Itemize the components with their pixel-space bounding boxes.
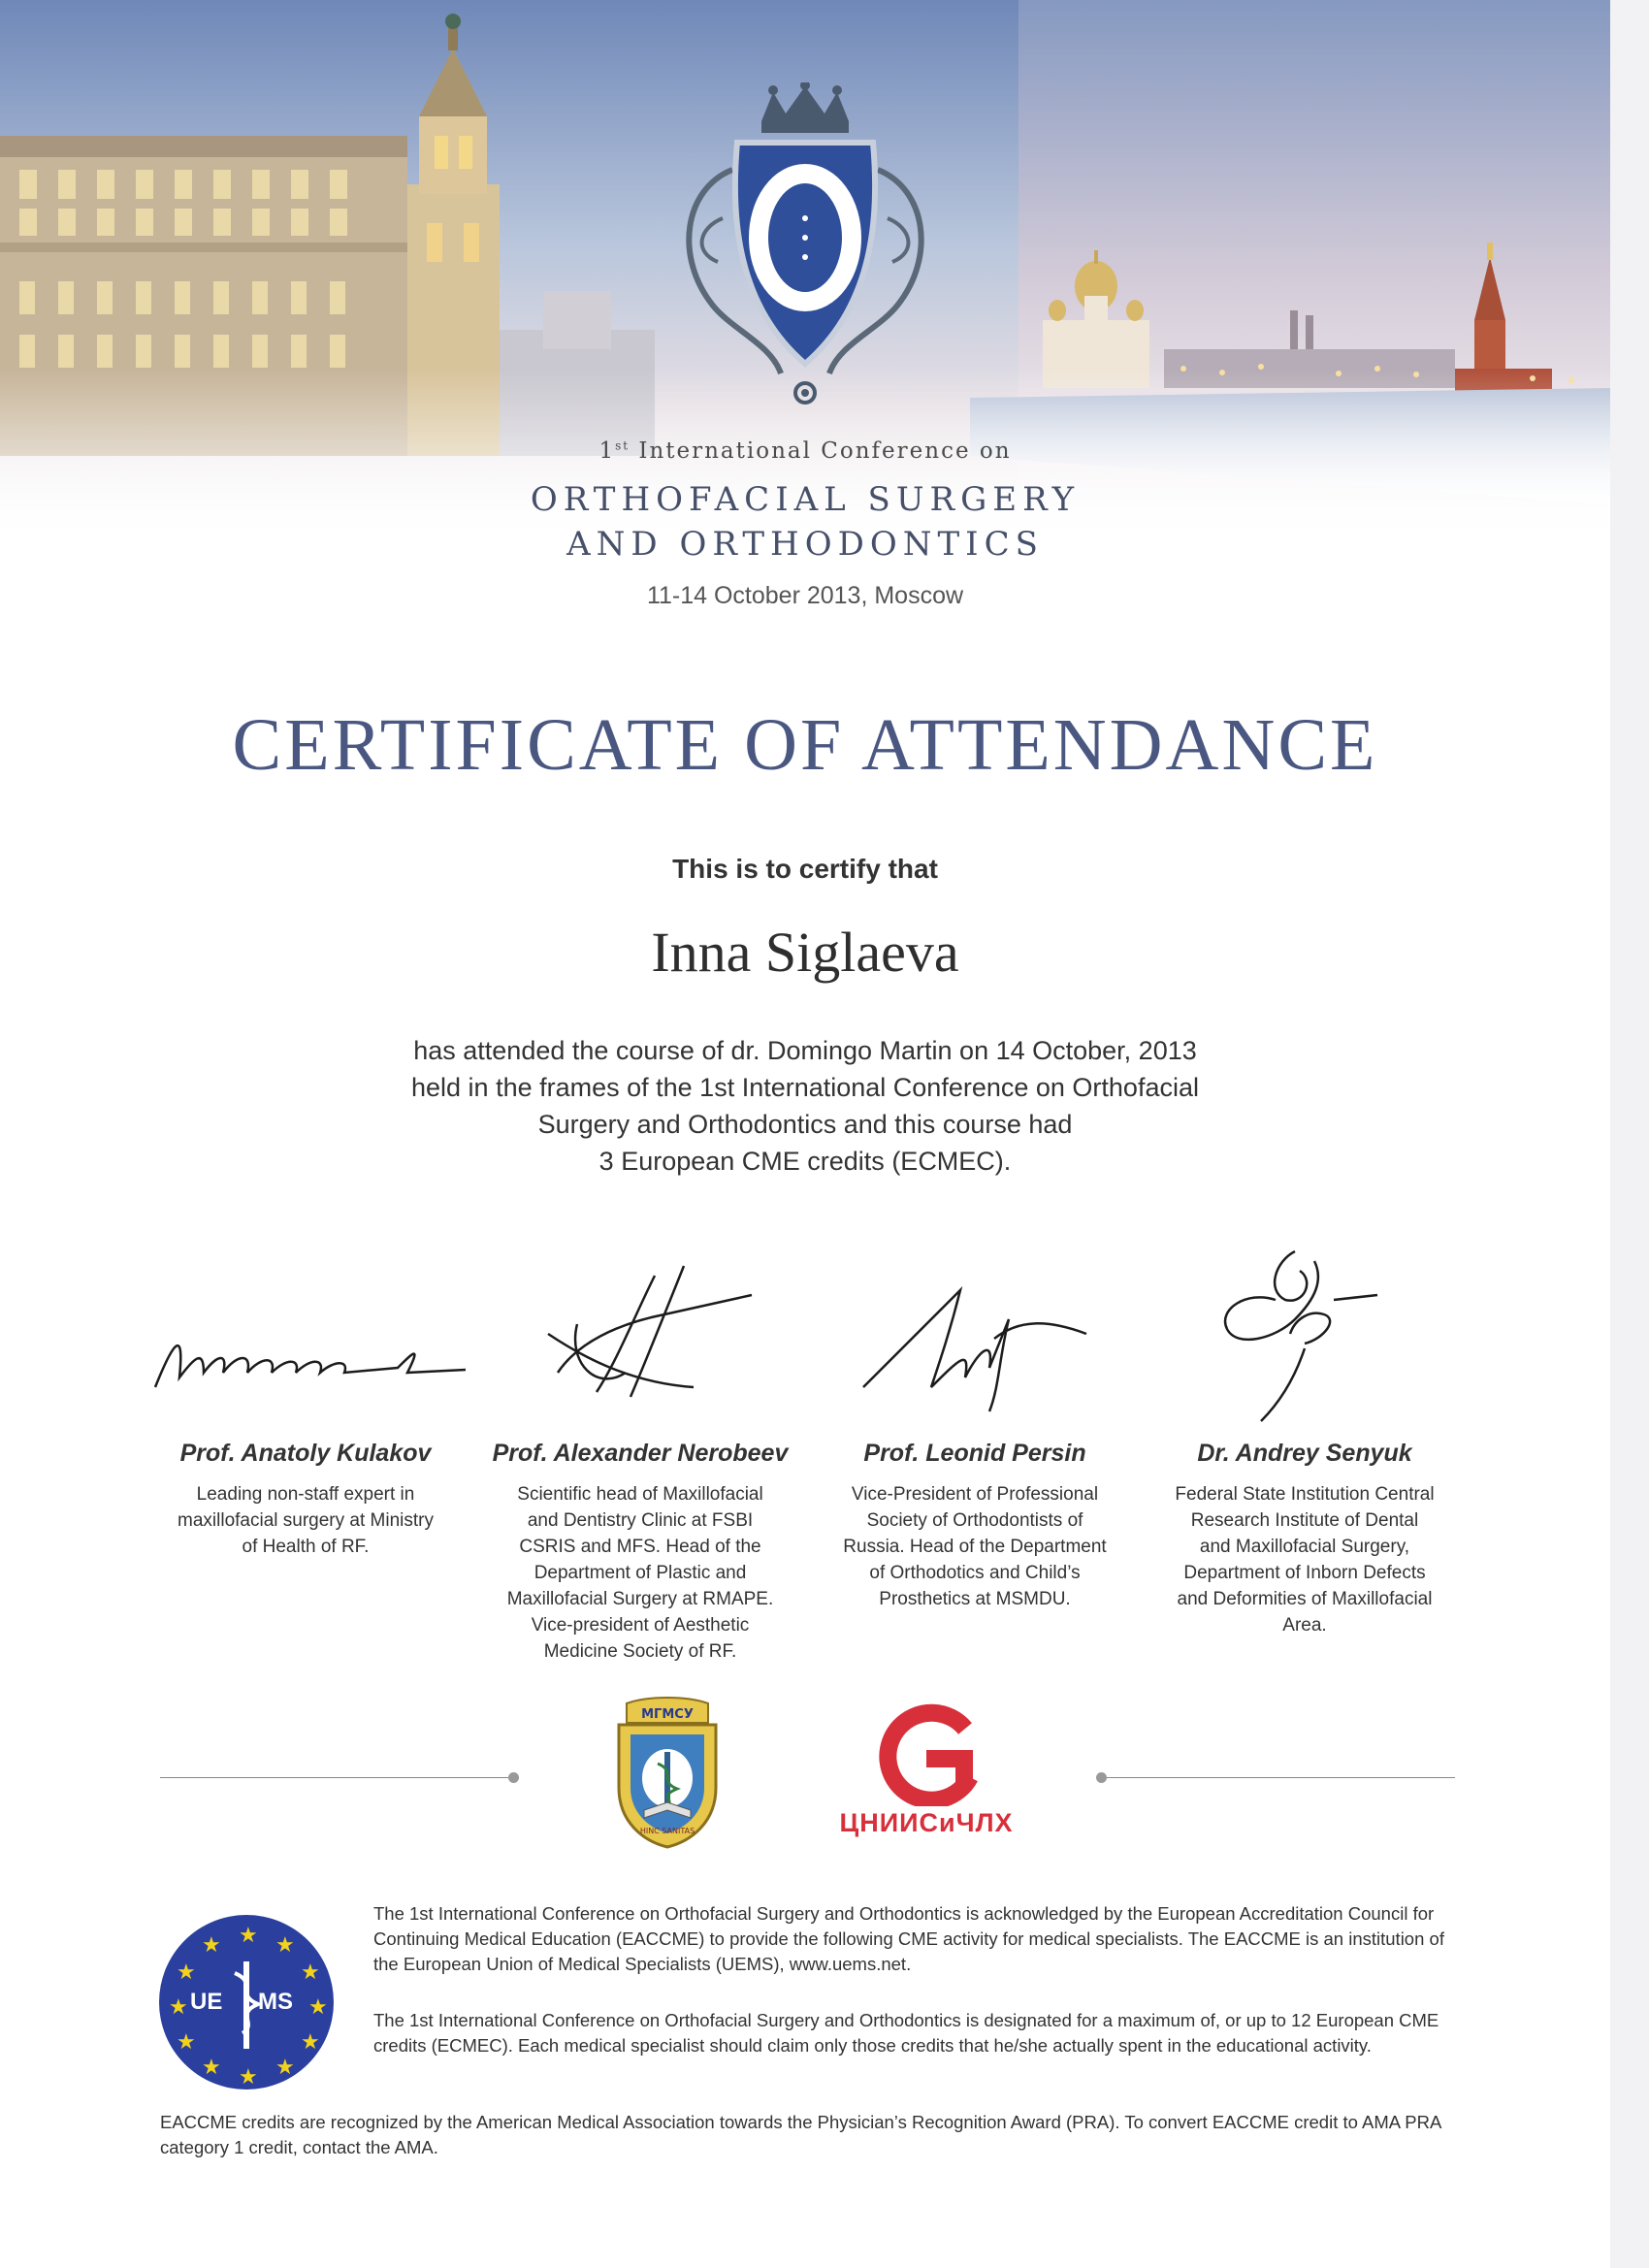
role-line: and Dentistry Clinic at FSBI xyxy=(527,1510,754,1531)
ordinal-suffix: st xyxy=(615,438,630,453)
mgmsu-label: МГМСУ xyxy=(641,1707,694,1722)
svg-text:★: ★ xyxy=(239,1924,258,1948)
signature-senyuk xyxy=(1208,1242,1382,1426)
signature-kulakov xyxy=(146,1300,475,1407)
conference-dates: 11-14 October 2013, Moscow xyxy=(646,582,964,609)
certify-line: This is to certify that xyxy=(672,854,938,884)
role-line: Vice-President of Professional xyxy=(851,1484,1099,1505)
role-line: maxillofacial surgery at Ministry xyxy=(178,1510,434,1531)
conference-ordinal: 1 xyxy=(598,438,616,464)
svg-text:★: ★ xyxy=(177,1960,196,1985)
divider-dot xyxy=(1096,1772,1107,1783)
signer-nerobeev xyxy=(485,1440,795,1665)
role-line: CSRIS and MFS. Head of the xyxy=(519,1537,761,1557)
signer-role xyxy=(150,1481,461,1560)
role-line: Prosthetics at MSMDU. xyxy=(879,1589,1071,1609)
body-line: Surgery and Orthodontics and this course had xyxy=(537,1110,1073,1139)
recipient-name: Inna Siglaeva xyxy=(651,921,959,984)
mgmsu-emblem xyxy=(609,1696,726,1849)
signer-role xyxy=(485,1481,795,1665)
svg-text:★: ★ xyxy=(169,1995,188,2020)
ama-footer: EACCME credits are recognized by the American Medical Association towards the Physician’s Recognition Award (PRA). To convert EACCME credit to AMA PRA category 1 credit, contact the AMA. xyxy=(160,2112,1441,2157)
role-line: and Deformities of Maxillofacial xyxy=(1177,1589,1433,1609)
svg-text:★: ★ xyxy=(239,2065,258,2090)
certificate-body xyxy=(320,1032,1290,1180)
divider-left xyxy=(160,1777,509,1778)
signature-persin xyxy=(854,1261,1096,1416)
body-line: 3 European CME credits (ECMEC). xyxy=(598,1147,1012,1176)
signature-nerobeev xyxy=(538,1256,761,1407)
accreditation-paragraph-2 xyxy=(373,2008,1455,2058)
conference-title xyxy=(0,477,1610,567)
role-line: of Orthodotics and Child’s xyxy=(869,1563,1081,1583)
role-line: Society of Orthodontists of xyxy=(866,1510,1083,1531)
svg-text:★: ★ xyxy=(301,1960,320,1985)
accreditation-paragraph-1 xyxy=(373,1901,1455,1977)
signer-role xyxy=(1149,1481,1460,1638)
signer-name: Dr. Andrey Senyuk xyxy=(1197,1440,1412,1467)
role-line: Department of Plastic and xyxy=(534,1563,747,1583)
role-line: Leading non-staff expert in xyxy=(196,1484,415,1505)
body-line: held in the frames of the 1st International Conference on Orthofacial xyxy=(411,1073,1199,1102)
signer-name: Prof. Leonid Persin xyxy=(863,1440,1086,1467)
role-line: Research Institute of Dental xyxy=(1190,1510,1419,1531)
svg-text:★: ★ xyxy=(275,2056,295,2080)
svg-text:★: ★ xyxy=(177,2030,196,2055)
uems-logo xyxy=(157,1913,336,2091)
conference-title-line2: AND ORTHODONTICS xyxy=(566,525,1044,564)
accreditation-text: The 1st International Conference on Orthofacial Surgery and Orthodontics is acknowledged by the European Accreditation Council for Continuing Medical Education (EACCME) to provide the following CME activity for medical specialists. The EACCME is an institution of the European Union of Medical Specialists (UEMS), www.uems.net. xyxy=(373,1903,1444,1974)
divider-dot xyxy=(508,1772,519,1783)
crown-icon xyxy=(761,82,849,133)
role-line: and Maxillofacial Surgery, xyxy=(1199,1537,1410,1557)
divider-right xyxy=(1106,1777,1455,1778)
signer-role xyxy=(820,1481,1130,1612)
signer-senyuk xyxy=(1149,1440,1460,1638)
conference-intro xyxy=(0,438,1610,464)
accreditation-text: The 1st International Conference on Orthofacial Surgery and Orthodontics is designated for a maximum of, or up to 12 European CME credits (ECMEC). Each medical specialist should claim only those credits that he/she actually spent in the educational activity. xyxy=(373,2010,1439,2056)
scan-edge xyxy=(1610,0,1649,2268)
uems-left-text: UE xyxy=(190,1989,223,2015)
svg-text:★: ★ xyxy=(202,1933,221,1958)
conference-crest xyxy=(664,82,946,427)
role-line: of Health of RF. xyxy=(242,1537,370,1557)
svg-text:★: ★ xyxy=(275,1933,295,1958)
conference-intro-text: International Conference on xyxy=(638,438,1012,464)
certificate-title: CERTIFICATE OF ATTENDANCE xyxy=(232,704,1378,786)
role-line: Maxillofacial Surgery at RMAPE. xyxy=(506,1589,774,1609)
role-line: Russia. Head of the Department xyxy=(843,1537,1107,1557)
conference-title-line1: ORTHOFACIAL SURGERY xyxy=(530,480,1081,519)
svg-text:★: ★ xyxy=(301,2030,320,2055)
signer-kulakov xyxy=(150,1440,461,1560)
role-line: Area. xyxy=(1282,1615,1327,1636)
body-line: has attended the course of dr. Domingo Martin on 14 October, 2013 xyxy=(413,1036,1197,1065)
signer-persin xyxy=(820,1440,1130,1612)
role-line: Medicine Society of RF. xyxy=(543,1641,737,1662)
svg-text:★: ★ xyxy=(308,1995,328,2020)
role-line: Federal State Institution Central xyxy=(1175,1484,1435,1505)
signer-name: Prof. Alexander Nerobeev xyxy=(492,1440,789,1467)
signer-name: Prof. Anatoly Kulakov xyxy=(179,1440,432,1467)
role-line: Scientific head of Maxillofacial xyxy=(517,1484,763,1505)
cniis-name: ЦНИИСиЧЛХ xyxy=(839,1808,1014,1837)
mgmsu-motto: HINC SANITAS xyxy=(639,1827,695,1835)
uems-right-text: MS xyxy=(258,1989,293,2015)
role-line: Vice-president of Aesthetic xyxy=(531,1615,750,1636)
cniis-logo xyxy=(824,1700,1028,1845)
role-line: Department of Inborn Defects xyxy=(1183,1563,1426,1583)
svg-text:★: ★ xyxy=(202,2056,221,2080)
